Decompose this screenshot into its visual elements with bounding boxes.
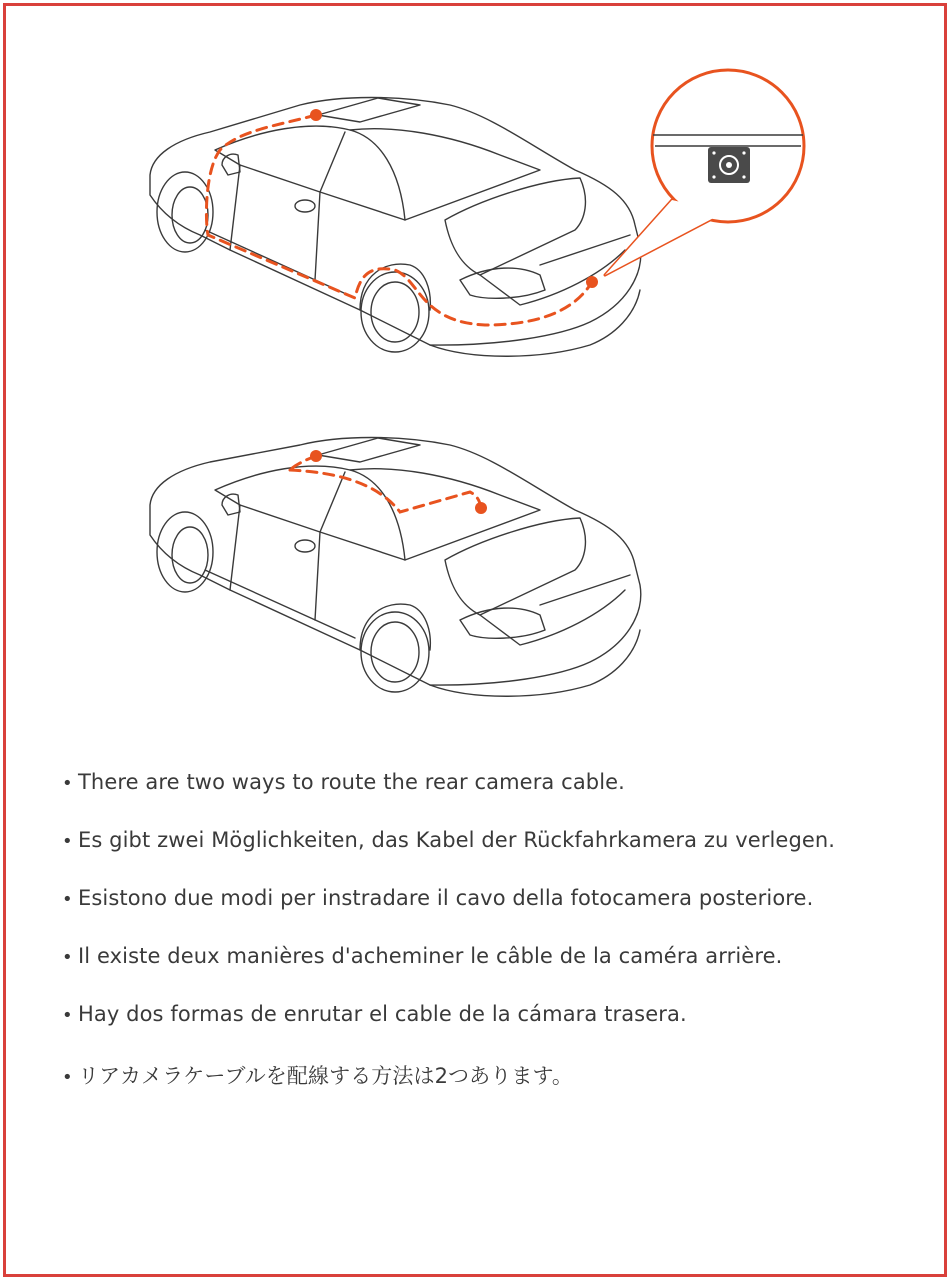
instruction-text: Hay dos formas de enrutar el cable de la cámara trasera. — [78, 1002, 687, 1026]
instruction-text: There are two ways to route the rear camera cable. — [78, 770, 625, 794]
car-outline-1 — [150, 98, 641, 357]
car-illustration-side-route — [0, 60, 950, 370]
instruction-line-ja — [62, 1060, 922, 1118]
bullet-dot: • — [62, 889, 73, 910]
car-illustration-roof-route — [0, 430, 950, 710]
instruction-list — [62, 770, 922, 1118]
route-end-dot — [475, 502, 487, 514]
instruction-line-de — [62, 828, 922, 886]
rear-camera-icon — [708, 147, 750, 183]
instruction-text: Es gibt zwei Möglichkeiten, das Kabel der Rückfahrkamera zu verlegen. — [78, 828, 836, 852]
instruction-text: リアカメラケーブルを配線する方法は2つあります。 — [78, 1064, 573, 1088]
route-end-dot — [586, 276, 598, 288]
bullet-dot: • — [62, 947, 73, 968]
rear-camera-callout — [605, 70, 804, 275]
route-start-dot — [310, 450, 322, 462]
route-start-dot — [310, 109, 322, 121]
instruction-line-it — [62, 886, 922, 944]
bullet-dot: • — [62, 773, 73, 794]
bullet-dot: • — [62, 1005, 73, 1026]
cable-route-roof — [290, 456, 481, 512]
instruction-line-fr — [62, 944, 922, 1002]
instruction-text: Esistono due modi per instradare il cavo della fotocamera posteriore. — [78, 886, 814, 910]
car-outline-2 — [150, 438, 641, 697]
bullet-dot: • — [62, 1067, 73, 1088]
instruction-line-es — [62, 1002, 922, 1060]
instruction-text: Il existe deux manières d'acheminer le câble de la caméra arrière. — [78, 944, 783, 968]
instruction-line-en — [62, 770, 922, 828]
bullet-dot: • — [62, 831, 73, 852]
